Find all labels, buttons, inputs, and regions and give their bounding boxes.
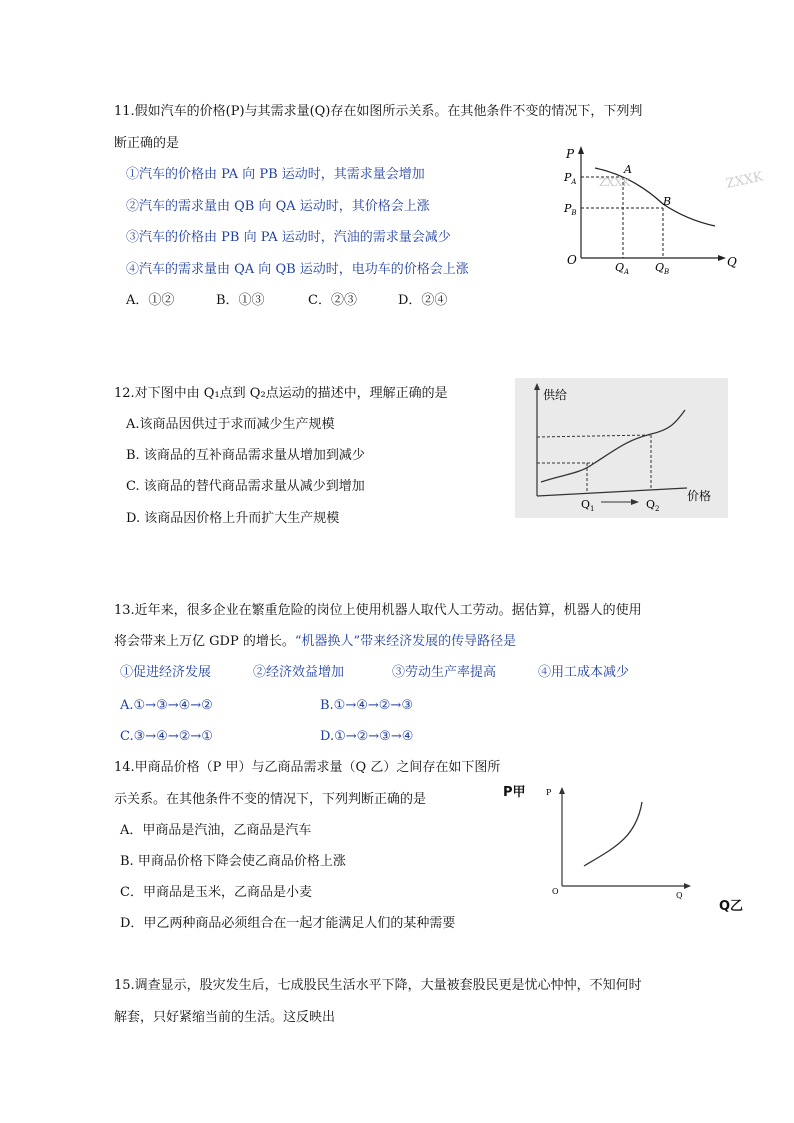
- q13-item-4: ④用工成本减少: [538, 665, 630, 680]
- q14-stem-line1: 14.甲商品价格（P 甲）与乙商品需求量（Q 乙）之间存在如下图所: [114, 760, 501, 775]
- q11-point-a: A: [624, 163, 632, 176]
- q13-item-3: ③劳动生产率提高: [392, 665, 497, 680]
- q12-q2-label: $Q_2$: [646, 498, 660, 513]
- q13-stem-line2: [114, 633, 516, 651]
- q14-q-label: Q乙: [719, 899, 744, 914]
- q11-pa-label: $P_A$: [564, 171, 577, 186]
- q11-item-2: ②汽车的需求量由 QB 向 QA 运动时，其价格会上涨: [126, 199, 430, 214]
- q13-option-d[interactable]: D.①→②→③→④: [320, 729, 414, 744]
- q14-curve: [584, 802, 642, 866]
- q13-stem-line1: 13.近年来，很多企业在繁重危险的岗位上使用机器人取代人工劳动。据估算，机器人的使用: [114, 603, 642, 618]
- q11-p-label: P: [566, 147, 575, 161]
- q11-watermark-1: ZXXK: [599, 176, 631, 189]
- q13-item-1: ①促进经济发展: [120, 665, 212, 680]
- q12-x-label: 价格: [687, 489, 712, 503]
- q13-items: [120, 664, 660, 682]
- q12-option-a[interactable]: A.该商品因供过于求而减少生产规模: [126, 417, 335, 432]
- q11-pb-label: $P_B$: [564, 202, 577, 217]
- q13-option-c[interactable]: C.③→④→②→①: [120, 729, 213, 744]
- q13-stem-line2-a: 将会带来上万亿 GDP 的增长。: [114, 634, 295, 649]
- q14-option-b[interactable]: B. 甲商品价格下降会使乙商品价格上涨: [120, 854, 346, 869]
- q12-option-d[interactable]: D. 该商品因价格上升而扩大生产规模: [126, 511, 340, 526]
- q13-options-row1: [120, 697, 450, 715]
- q11-option-b[interactable]: B．①③: [216, 293, 265, 308]
- q13-options-row2: [120, 728, 450, 746]
- q14-option-a[interactable]: A．甲商品是汽油，乙商品是汽车: [120, 823, 312, 838]
- q11-point-b: B: [663, 195, 672, 208]
- q12-option-b[interactable]: B. 该商品的互补商品需求量从增加到减少: [126, 448, 365, 463]
- q14-option-c[interactable]: C．甲商品是玉米，乙商品是小麦: [120, 885, 312, 900]
- q14-q-small: Q: [676, 891, 683, 900]
- q14-relation-figure: [538, 782, 698, 902]
- q15-stem-line2: 解套，只好紧缩当前的生活。这反映出: [114, 1010, 336, 1025]
- q11-item-4: ④汽车的需求量由 QA 向 QB 运动时，电功车的价格会上涨: [126, 262, 469, 277]
- q11-watermark-2: ZXXK: [724, 169, 765, 192]
- q14-origin: O: [552, 887, 559, 896]
- q11-p-axis-arrow: [578, 146, 584, 154]
- q12-y-label: 供给: [543, 388, 568, 402]
- q11-demand-figure: [555, 140, 785, 275]
- q11-option-c[interactable]: C．②③: [308, 293, 357, 308]
- q11-stem-line1: 11.假如汽车的价格(P)与其需求量(Q)存在如图所示关系。在其他条件不变的情况下，下列判: [114, 104, 643, 119]
- q11-options: [126, 292, 446, 310]
- q13-stem-line2-b: “机器换人”带来经济发展的传导路径是: [294, 634, 517, 649]
- q11-item-1: ①汽车的价格由 PA 向 PB 运动时，其需求量会增加: [126, 167, 425, 182]
- q11-qa-label: $Q_A$: [615, 261, 630, 275]
- q11-item-3: ③汽车的价格由 PB 向 PA 运动时，汽油的需求量会减少: [126, 230, 451, 245]
- q11-origin-label: O: [567, 253, 577, 267]
- q13-option-b[interactable]: B.①→④→②→③: [320, 698, 413, 713]
- q11-option-a[interactable]: A．①②: [126, 293, 175, 308]
- q14-q-axis-arrow: [684, 883, 691, 889]
- q14-p-small: P: [546, 788, 552, 797]
- q13-item-2: ②经济效益增加: [253, 665, 345, 680]
- q14-p-axis-arrow: [559, 787, 565, 794]
- q14-stem-line2: 示关系。在其他条件不变的情况下，下列判断正确的是: [114, 792, 427, 807]
- q13-option-a[interactable]: A.①→③→④→②: [120, 698, 213, 713]
- q11-option-d[interactable]: D．②④: [398, 293, 448, 308]
- q14-option-d[interactable]: D．甲乙两种商品必须组合在一起才能满足人们的某种需要: [120, 916, 456, 931]
- q15-stem-line1: 15.调查显示，股灾发生后，七成股民生活水平下降，大量被套股民更是忧心忡忡，不知何时: [114, 978, 642, 993]
- q12-q1-label: $Q_1$: [581, 498, 595, 513]
- q11-q-axis-arrow: [718, 255, 726, 261]
- q12-option-c[interactable]: C. 该商品的替代商品需求量从减少到增加: [126, 479, 365, 494]
- q11-stem-line2: 断正确的是: [114, 136, 180, 151]
- q12-supply-figure: [515, 378, 728, 518]
- q12-stem: 12.对下图中由 Q₁点到 Q₂点运动的描述中，理解正确的是: [114, 386, 448, 401]
- q11-qb-label: $Q_B$: [655, 261, 670, 275]
- q11-q-label: Q: [727, 255, 737, 269]
- q14-p-label: P甲: [503, 785, 526, 800]
